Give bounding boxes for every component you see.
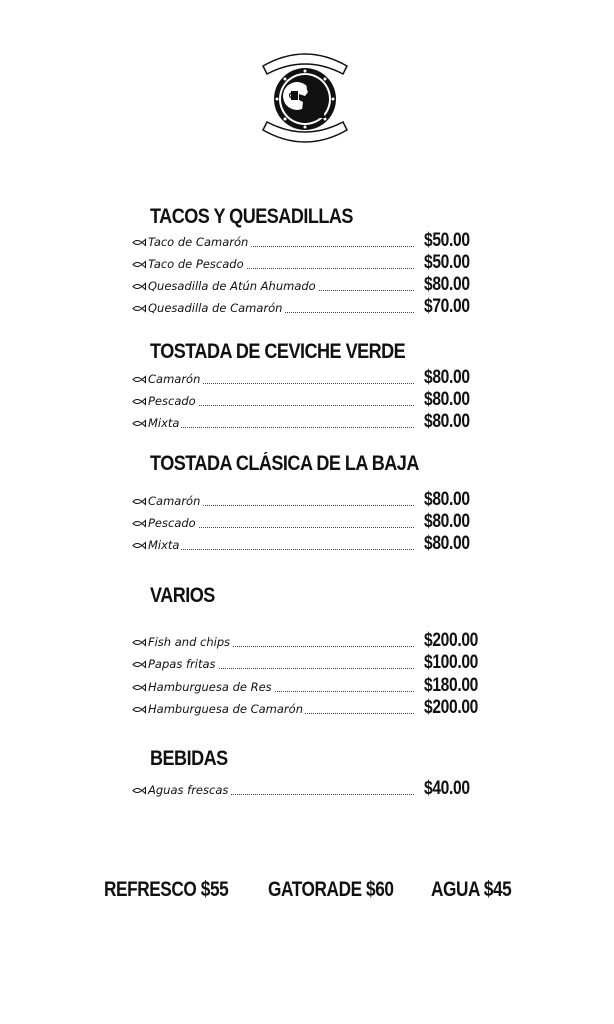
item-name: Taco de Pescado bbox=[148, 257, 244, 271]
menu-item bbox=[132, 369, 482, 391]
fish-icon bbox=[132, 238, 146, 247]
item-price: $80.00 bbox=[424, 389, 470, 410]
fish-icon bbox=[132, 419, 146, 428]
menu-item bbox=[132, 513, 482, 535]
menu-item bbox=[132, 491, 482, 513]
item-price: $180.00 bbox=[424, 675, 479, 696]
item-price: $50.00 bbox=[424, 230, 470, 251]
item-name: Pescado bbox=[148, 394, 196, 408]
item-name: Mixta bbox=[148, 538, 180, 552]
fish-icon bbox=[132, 638, 146, 647]
item-name: Taco de Camarón bbox=[148, 235, 249, 249]
item-price: $100.00 bbox=[424, 652, 479, 673]
section-title: TACOS Y QUESADILLAS bbox=[150, 205, 353, 228]
menu-item bbox=[132, 780, 482, 802]
dotted-leader bbox=[148, 549, 414, 550]
fish-icon bbox=[132, 397, 146, 406]
fish-icon bbox=[132, 660, 146, 669]
logo bbox=[255, 44, 355, 156]
sailor-with-mug-icon bbox=[255, 44, 355, 156]
section-title: TOSTADA CLÁSICA DE LA BAJA bbox=[150, 452, 419, 475]
footer-refresco: REFRESCO $55 bbox=[104, 878, 229, 901]
fish-icon bbox=[132, 683, 146, 692]
menu-item bbox=[132, 391, 482, 413]
footer-agua: AGUA $45 bbox=[431, 878, 512, 901]
menu-item bbox=[132, 232, 482, 254]
footer-gatorade: GATORADE $60 bbox=[268, 878, 394, 901]
item-name: Quesadilla de Camarón bbox=[148, 301, 283, 315]
item-price: $80.00 bbox=[424, 511, 470, 532]
section-title: VARIOS bbox=[150, 584, 215, 607]
item-price: $70.00 bbox=[424, 296, 470, 317]
menu-item bbox=[132, 298, 482, 320]
item-price: $80.00 bbox=[424, 489, 470, 510]
fish-icon bbox=[132, 541, 146, 550]
fish-icon bbox=[132, 786, 146, 795]
fish-icon bbox=[132, 519, 146, 528]
menu-item bbox=[132, 535, 482, 557]
fish-icon bbox=[132, 375, 146, 384]
item-name: Camarón bbox=[148, 494, 201, 508]
item-name: Pescado bbox=[148, 516, 196, 530]
menu-item bbox=[132, 699, 482, 721]
item-price: $80.00 bbox=[424, 367, 470, 388]
section-title: BEBIDAS bbox=[150, 747, 228, 770]
item-name: Mixta bbox=[148, 416, 180, 430]
menu-item bbox=[132, 413, 482, 435]
item-price: $200.00 bbox=[424, 630, 479, 651]
fish-icon bbox=[132, 705, 146, 714]
item-price: $80.00 bbox=[424, 533, 470, 554]
item-name: Papas fritas bbox=[148, 657, 216, 671]
menu-item bbox=[132, 276, 482, 298]
item-name: Aguas frescas bbox=[148, 783, 229, 797]
fish-icon bbox=[132, 260, 146, 269]
item-name: Hamburguesa de Res bbox=[148, 680, 272, 694]
menu-item bbox=[132, 677, 482, 699]
item-name: Quesadilla de Atún Ahumado bbox=[148, 279, 316, 293]
item-name: Camarón bbox=[148, 372, 201, 386]
item-price: $200.00 bbox=[424, 697, 479, 718]
menu-item bbox=[132, 254, 482, 276]
item-price: $50.00 bbox=[424, 252, 470, 273]
dotted-leader bbox=[148, 427, 414, 428]
item-price: $80.00 bbox=[424, 274, 470, 295]
menu-item bbox=[132, 654, 482, 676]
fish-icon bbox=[132, 304, 146, 313]
item-price: $40.00 bbox=[424, 778, 470, 799]
item-name: Fish and chips bbox=[148, 635, 231, 649]
menu-item bbox=[132, 632, 482, 654]
fish-icon bbox=[132, 497, 146, 506]
fish-icon bbox=[132, 282, 146, 291]
item-price: $80.00 bbox=[424, 411, 470, 432]
item-name: Hamburguesa de Camarón bbox=[148, 702, 303, 716]
section-title: TOSTADA DE CEVICHE VERDE bbox=[150, 340, 406, 363]
